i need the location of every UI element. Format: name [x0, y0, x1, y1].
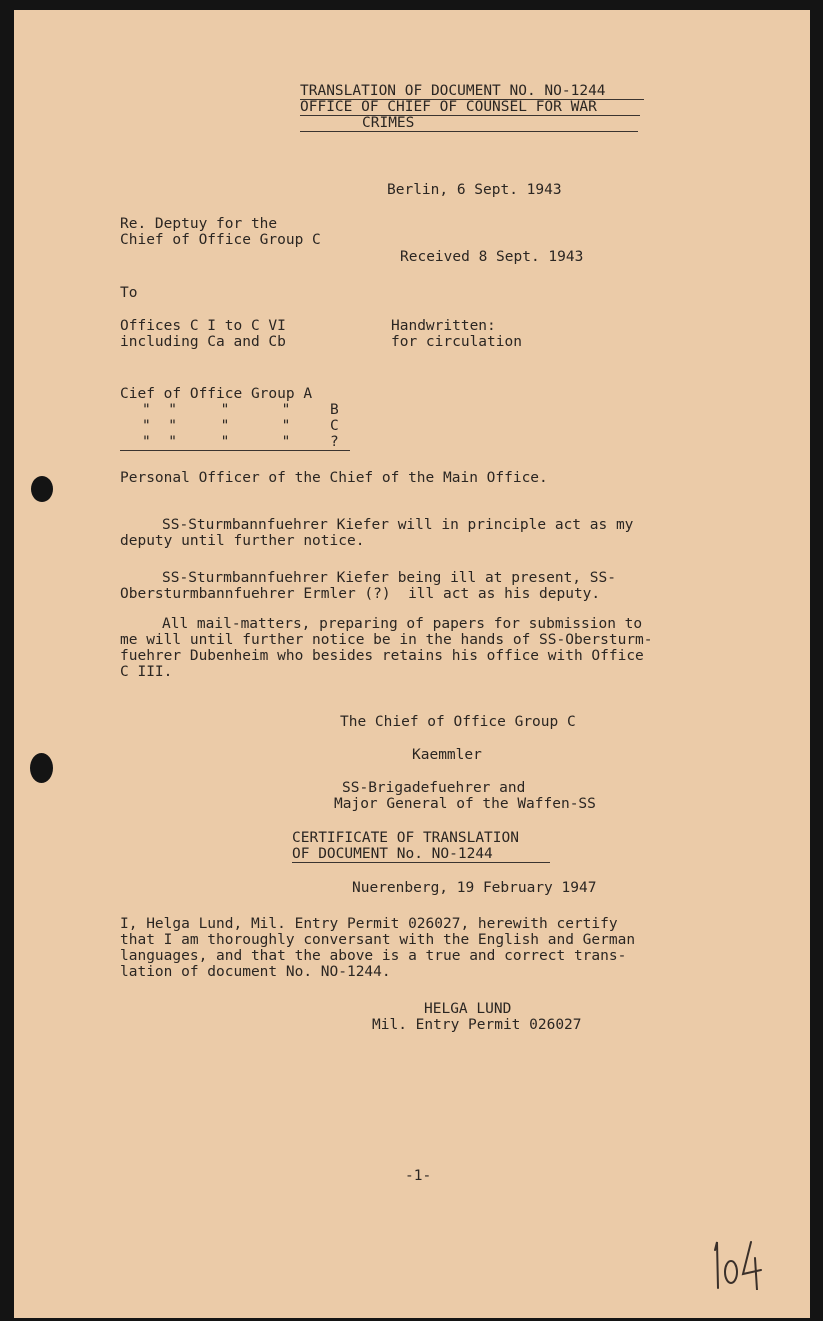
certificate-body-2: that I am thoroughly conversant with the English and German	[120, 932, 636, 948]
page-number: -1-	[405, 1168, 432, 1184]
distribution-row-2-letter: B	[330, 402, 339, 418]
para-3-line-3: fuehrer Dubenheim who besides retains his office with Office	[120, 648, 644, 664]
para-3-line-4: C III.	[120, 664, 173, 680]
header-underline-3	[300, 131, 638, 132]
punch-hole-bottom	[30, 753, 53, 783]
certificate-permit: Mil. Entry Permit 026027	[372, 1017, 582, 1033]
certificate-title-2: OF DOCUMENT No. NO-1244	[292, 846, 493, 862]
distribution-underline	[120, 450, 350, 451]
para-1-line-1: SS-Sturmbannfuehrer Kiefer will in principle act as my	[162, 517, 634, 533]
signature-rank-1: SS-Brigadefuehrer and	[342, 780, 526, 796]
para-1-line-2: deputy until further notice.	[120, 533, 365, 549]
distribution-row-4-marks: " " " "	[142, 434, 291, 450]
para-2-line-2: Obersturmbannfuehrer Ermler (?) ill act as his deputy.	[120, 586, 601, 602]
certificate-title-1: CERTIFICATE OF TRANSLATION	[292, 830, 519, 846]
re-line-2: Chief of Office Group C	[120, 232, 321, 248]
para-3-line-2: me will until further notice be in the hands of SS-Obersturm-	[120, 632, 653, 648]
signature-rank-2: Major General of the Waffen-SS	[334, 796, 596, 812]
date-line: Berlin, 6 Sept. 1943	[387, 182, 562, 198]
signature-name: Kaemmler	[412, 747, 482, 763]
certificate-body-1: I, Helga Lund, Mil. Entry Permit 026027, herewith certify	[120, 916, 618, 932]
certificate-underline	[292, 862, 550, 863]
certificate-body-3: languages, and that the above is a true and correct trans-	[120, 948, 627, 964]
distribution-row-4-letter: ?	[330, 434, 339, 450]
certificate-body-4: lation of document No. NO-1244.	[120, 964, 391, 980]
certificate-date: Nuerenberg, 19 February 1947	[352, 880, 597, 896]
document-page	[14, 10, 810, 1318]
handwritten-line-2: for circulation	[391, 334, 522, 350]
distribution-row-2-marks: " " " "	[142, 402, 291, 418]
header-underline-2	[300, 115, 640, 116]
offices-line-1: Offices C I to C VI	[120, 318, 286, 334]
para-3-line-1: All mail-matters, preparing of papers for submission to	[162, 616, 643, 632]
to-label: To	[120, 285, 138, 301]
para-2-line-1: SS-Sturmbannfuehrer Kiefer being ill at present, SS-	[162, 570, 616, 586]
re-line-1: Re. Deptuy for the	[120, 216, 278, 232]
punch-hole-top	[31, 476, 53, 502]
signature-title: The Chief of Office Group C	[340, 714, 576, 730]
distribution-line-1: Cief of Office Group A	[120, 386, 313, 402]
distribution-row-3-marks: " " " "	[142, 418, 291, 434]
handwritten-line-1: Handwritten:	[391, 318, 496, 334]
header-line-2: OFFICE OF CHIEF OF COUNSEL FOR WAR	[300, 99, 597, 115]
header-line-3: CRIMES	[362, 115, 415, 131]
received-line: Received 8 Sept. 1943	[400, 249, 584, 265]
folio-number-104-handwritten	[709, 1230, 769, 1290]
personal-officer-line: Personal Officer of the Chief of the Main Office.	[120, 470, 548, 486]
certificate-signer: HELGA LUND	[424, 1001, 512, 1017]
offices-line-2: including Ca and Cb	[120, 334, 286, 350]
header-line-1: TRANSLATION OF DOCUMENT NO. NO-1244	[300, 83, 606, 99]
distribution-row-3-letter: C	[330, 418, 339, 434]
